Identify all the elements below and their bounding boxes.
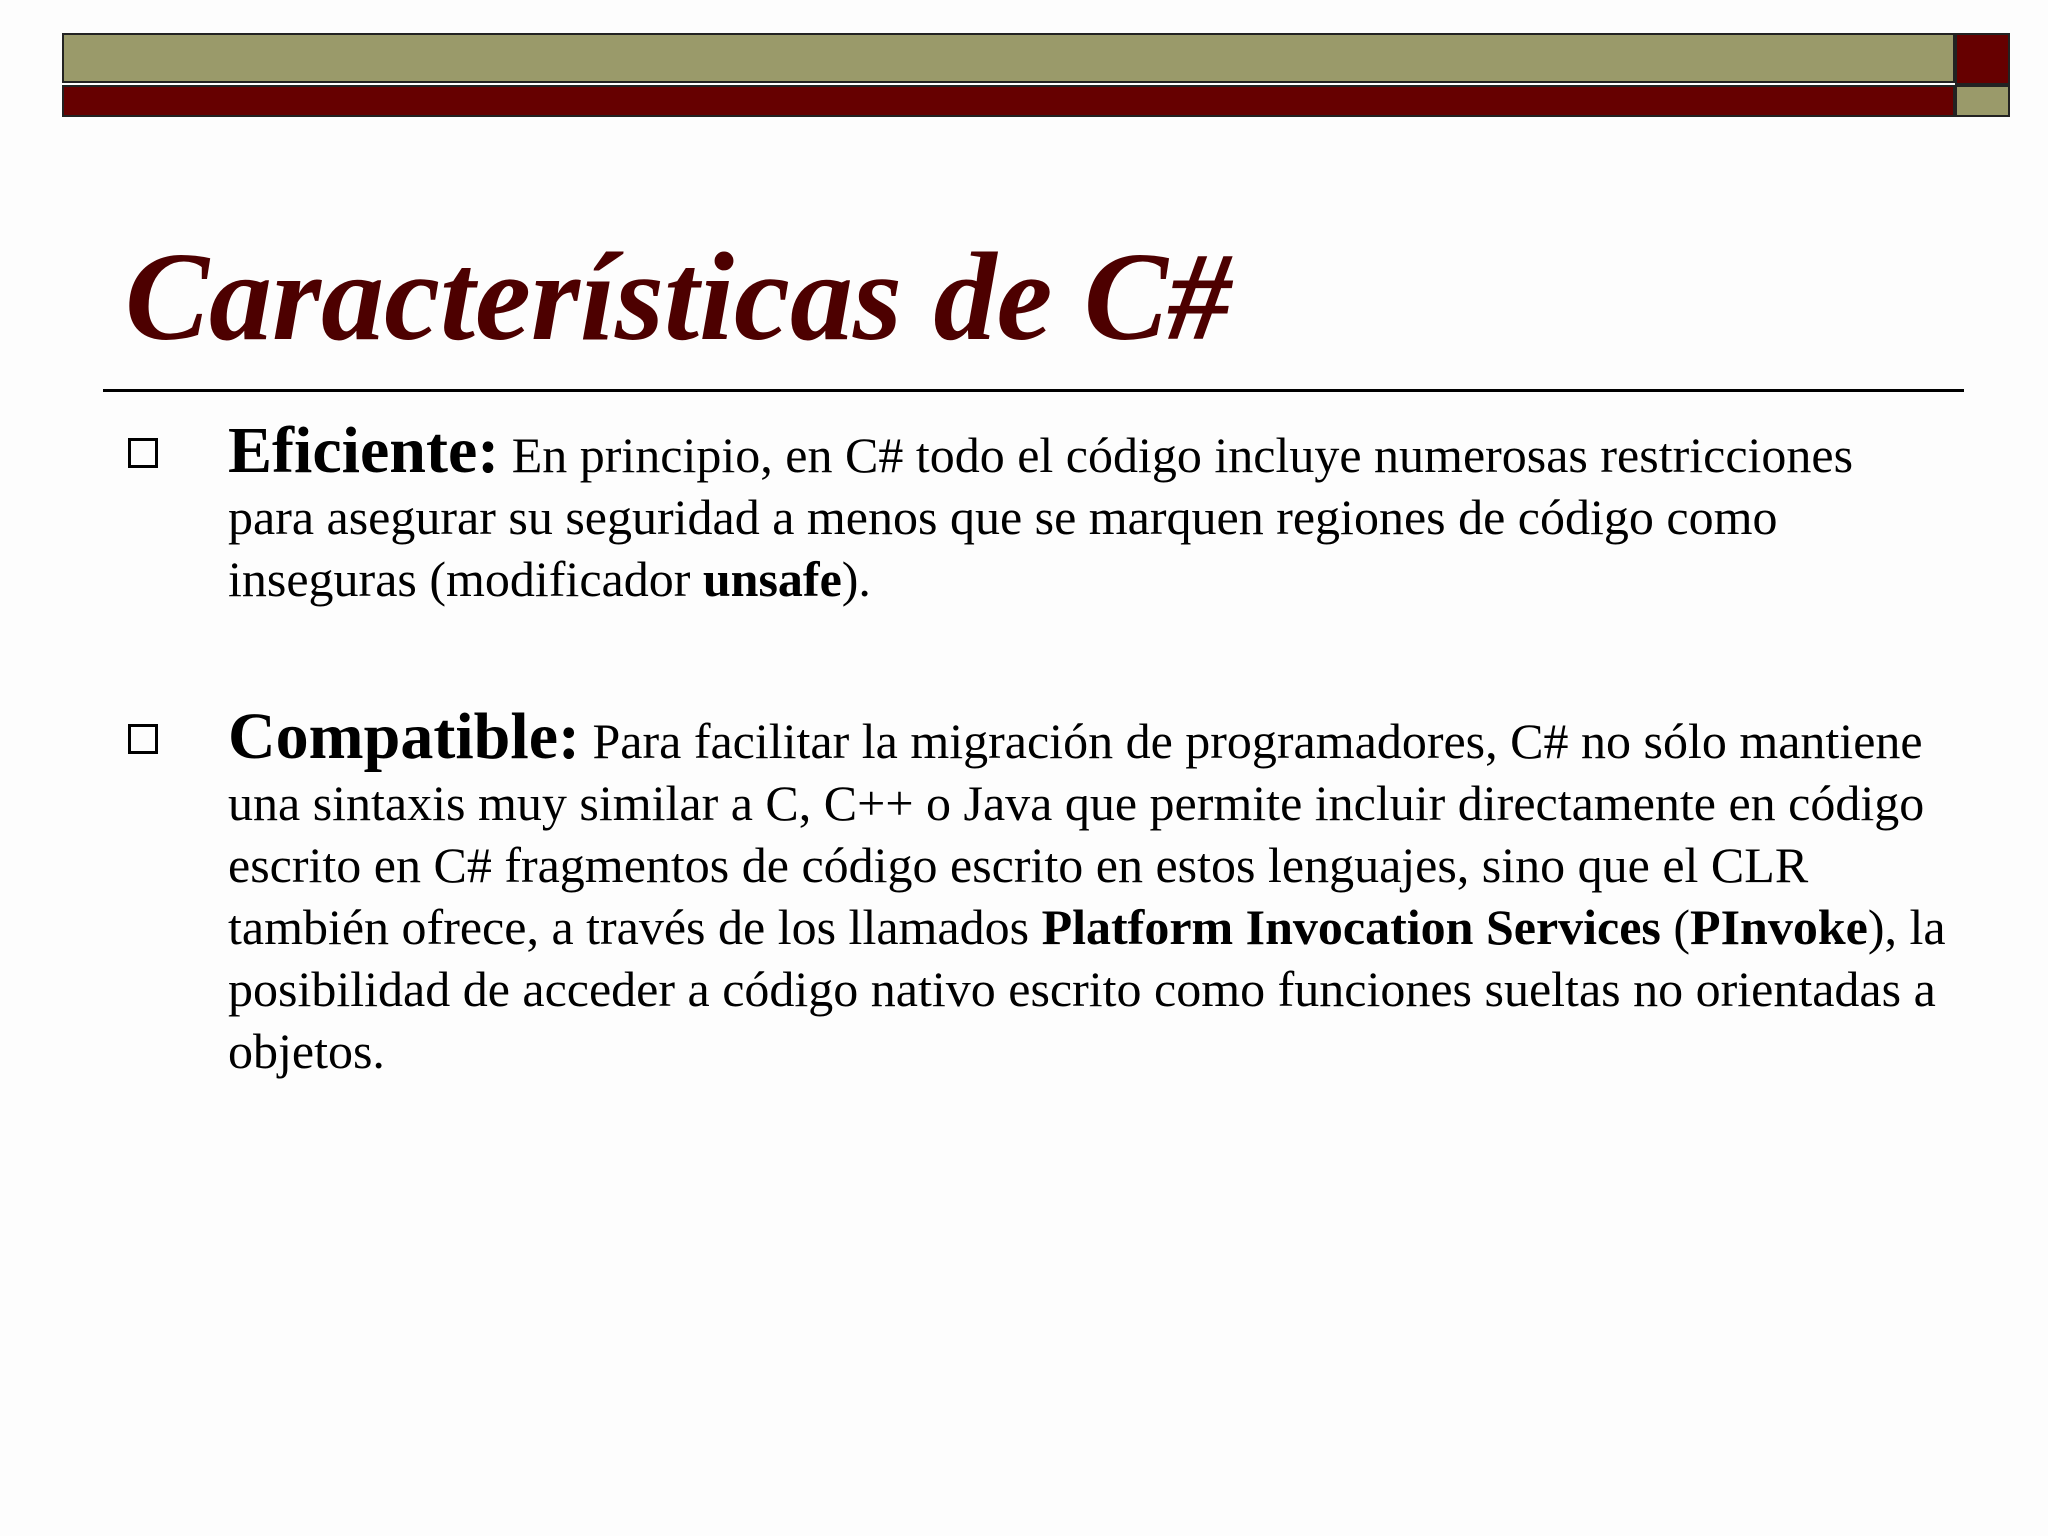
slide-title: Características de C# xyxy=(125,228,1231,367)
bullet-body-end: ). xyxy=(841,551,871,607)
bullet-body: Para facilitar la migración de programadores, C# no sólo mantiene una sintaxis muy similar a C, C++ o Java que permite incluir directamente en código escrito en C# fragmentos de código escrito en estos lenguajes, sino que el CLR también ofrece, a través de los llamados xyxy=(228,713,1925,955)
bullet-bold-keyword: Platform Invocation Services xyxy=(1041,899,1661,955)
bullet-body: En principio, en C# todo el código incluye numerosas restricciones para asegurar su seguridad a menos que se marquen regiones de código como inseguras (modificador xyxy=(228,427,1854,607)
title-underline xyxy=(103,389,1964,392)
bullet-text xyxy=(228,700,1948,1082)
header-band-olive xyxy=(62,33,1955,83)
header-band-maroon xyxy=(62,85,1955,117)
hollow-square-bullet-icon xyxy=(128,438,158,468)
bullet-body-end: ), la posibilidad de acceder a código nativo escrito como funciones sueltas no orientadas a objetos. xyxy=(228,899,1946,1079)
bullet-bold-keyword: PInvoke xyxy=(1690,899,1868,955)
header-corner-square-olive xyxy=(1955,85,2010,117)
hollow-square-bullet-icon xyxy=(128,724,158,754)
header-corner-square-maroon xyxy=(1955,33,2010,85)
bullet-bold-keyword: unsafe xyxy=(702,551,842,607)
bullet-term: Eficiente: xyxy=(228,414,500,487)
bullet-text xyxy=(228,414,1948,610)
bullet-term: Compatible: xyxy=(228,700,580,773)
bullet-body-middle: ( xyxy=(1660,899,1691,955)
